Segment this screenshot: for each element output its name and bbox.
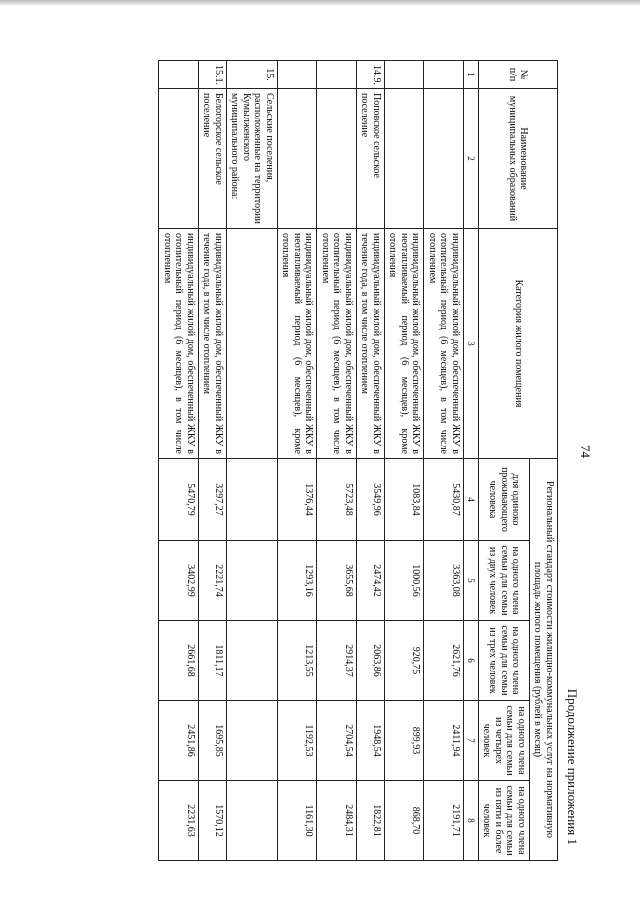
value-three: 1213,55 bbox=[277, 621, 317, 701]
index-cell: 8 bbox=[463, 781, 478, 861]
value-three: 1811,17 bbox=[198, 621, 226, 701]
value-single: 5723,48 bbox=[317, 459, 357, 541]
table-row bbox=[198, 61, 226, 861]
standards-table bbox=[158, 60, 558, 861]
value-five-plus: 2231,63 bbox=[159, 781, 199, 861]
municipality-name: Сельские поселения, расположенные на территории Кумылженского муниципального района: bbox=[226, 89, 277, 229]
housing-category bbox=[226, 229, 277, 459]
value-two: 3402,99 bbox=[159, 541, 199, 621]
value-three: 920,75 bbox=[384, 621, 424, 701]
appendix-title: Продолжение приложения 1 bbox=[565, 688, 580, 845]
table-row bbox=[277, 61, 317, 861]
header-col4: для одиноко проживающего человека bbox=[479, 459, 530, 541]
index-cell: 6 bbox=[463, 621, 478, 701]
row-number bbox=[277, 61, 317, 89]
header-col6: на одного члена семьи для семьи из трех человек bbox=[479, 621, 530, 701]
header-col5: на одного члена семьи для семьи из двух человек bbox=[479, 541, 530, 621]
table-row bbox=[226, 61, 277, 861]
housing-category: индивидуальный жилой дом, обеспеченный ЖКУ в течение года, в том числе отоплением bbox=[198, 229, 226, 459]
row-number: 15. bbox=[226, 61, 277, 89]
page-number: 74 bbox=[578, 445, 593, 458]
value-two: 1000,56 bbox=[384, 541, 424, 621]
value-four: 1948,54 bbox=[356, 701, 384, 781]
value-single: 3297,27 bbox=[198, 459, 226, 541]
value-four: 1695,85 bbox=[198, 701, 226, 781]
header-standard: Региональный стандарт стоимости жилищно-коммунальных услуг на нормативную площадь жилого помещения (рублей в месяц) bbox=[530, 459, 558, 861]
row-number bbox=[384, 61, 424, 89]
value-three: 2914,37 bbox=[317, 621, 357, 701]
table-row bbox=[424, 61, 464, 861]
municipality-name: Белогорское сельское поселение bbox=[198, 89, 226, 229]
value-two: 3655,68 bbox=[317, 541, 357, 621]
index-cell: 5 bbox=[463, 541, 478, 621]
header-municipality: Наименование муниципальных образований bbox=[479, 89, 558, 229]
value-four bbox=[226, 701, 277, 781]
value-single: 5470,79 bbox=[159, 459, 199, 541]
value-five-plus: 1822,81 bbox=[356, 781, 384, 861]
housing-category: индивидуальный жилой дом, обеспеченный ЖКУ в неотапливаемый период (6 месяцев), кроме отопления bbox=[277, 229, 317, 459]
value-five-plus bbox=[226, 781, 277, 861]
value-four: 2704,54 bbox=[317, 701, 357, 781]
value-three: 2621,76 bbox=[424, 621, 464, 701]
row-number bbox=[424, 61, 464, 89]
value-single bbox=[226, 459, 277, 541]
table-row bbox=[384, 61, 424, 861]
header-col8: на одного члена семьи для семьи из пяти и более человек bbox=[479, 781, 530, 861]
row-number: 15.1. bbox=[198, 61, 226, 89]
table-row bbox=[159, 61, 199, 861]
municipality-name bbox=[317, 89, 357, 229]
table-row bbox=[317, 61, 357, 861]
index-cell: 3 bbox=[463, 229, 478, 459]
value-single: 1083,84 bbox=[384, 459, 424, 541]
index-cell: 2 bbox=[463, 89, 478, 229]
row-number bbox=[159, 61, 199, 89]
municipality-name bbox=[277, 89, 317, 229]
housing-category: индивидуальный жилой дом, обеспеченный ЖКУ в неотапливаемый период (6 месяцев), кроме отопления bbox=[384, 229, 424, 459]
value-single: 3549,96 bbox=[356, 459, 384, 541]
header-row-1 bbox=[530, 61, 558, 861]
value-four: 1192,53 bbox=[277, 701, 317, 781]
value-three: 2063,86 bbox=[356, 621, 384, 701]
header-col7: на одного члена семьи для семьи из четырех человек bbox=[479, 701, 530, 781]
value-two: 3363,08 bbox=[424, 541, 464, 621]
value-two: 2474,42 bbox=[356, 541, 384, 621]
value-two: 2221,74 bbox=[198, 541, 226, 621]
housing-category: индивидуальный жилой дом, обеспеченный ЖКУ в отопительный период (6 месяцев), в том числе отоплением bbox=[424, 229, 464, 459]
value-five-plus: 868,70 bbox=[384, 781, 424, 861]
housing-category: индивидуальный жилой дом, обеспеченный ЖКУ в течение года, в том числе отоплением bbox=[356, 229, 384, 459]
value-four: 2451,86 bbox=[159, 701, 199, 781]
value-two: 1293,16 bbox=[277, 541, 317, 621]
value-three bbox=[226, 621, 277, 701]
table-row bbox=[356, 61, 384, 861]
housing-category: индивидуальный жилой дом, обеспеченный ЖКУ в отопительный период (6 месяцев), в том числе отоплением bbox=[317, 229, 357, 459]
header-category: Категория жилого помещения bbox=[479, 229, 558, 459]
value-single: 1376,44 bbox=[277, 459, 317, 541]
municipality-name bbox=[159, 89, 199, 229]
header-no: № п/п bbox=[479, 61, 558, 89]
housing-category: индивидуальный жилой дом, обеспеченный ЖКУ в отопительный период (6 месяцев), в том числе отоплением bbox=[159, 229, 199, 459]
row-number bbox=[317, 61, 357, 89]
row-number: 14.9. bbox=[356, 61, 384, 89]
municipality-name: Поповское сельское поселение bbox=[356, 89, 384, 229]
value-five-plus: 2484,31 bbox=[317, 781, 357, 861]
municipality-name bbox=[424, 89, 464, 229]
value-five-plus: 2191,71 bbox=[424, 781, 464, 861]
index-cell: 4 bbox=[463, 459, 478, 541]
municipality-name bbox=[384, 89, 424, 229]
value-four: 899,93 bbox=[384, 701, 424, 781]
value-five-plus: 1570,12 bbox=[198, 781, 226, 861]
value-two bbox=[226, 541, 277, 621]
value-four: 2411,94 bbox=[424, 701, 464, 781]
index-cell: 1 bbox=[463, 61, 478, 89]
value-three: 2661,68 bbox=[159, 621, 199, 701]
index-cell: 7 bbox=[463, 701, 478, 781]
value-five-plus: 1161,30 bbox=[277, 781, 317, 861]
value-single: 5430,87 bbox=[424, 459, 464, 541]
index-row bbox=[463, 61, 478, 861]
